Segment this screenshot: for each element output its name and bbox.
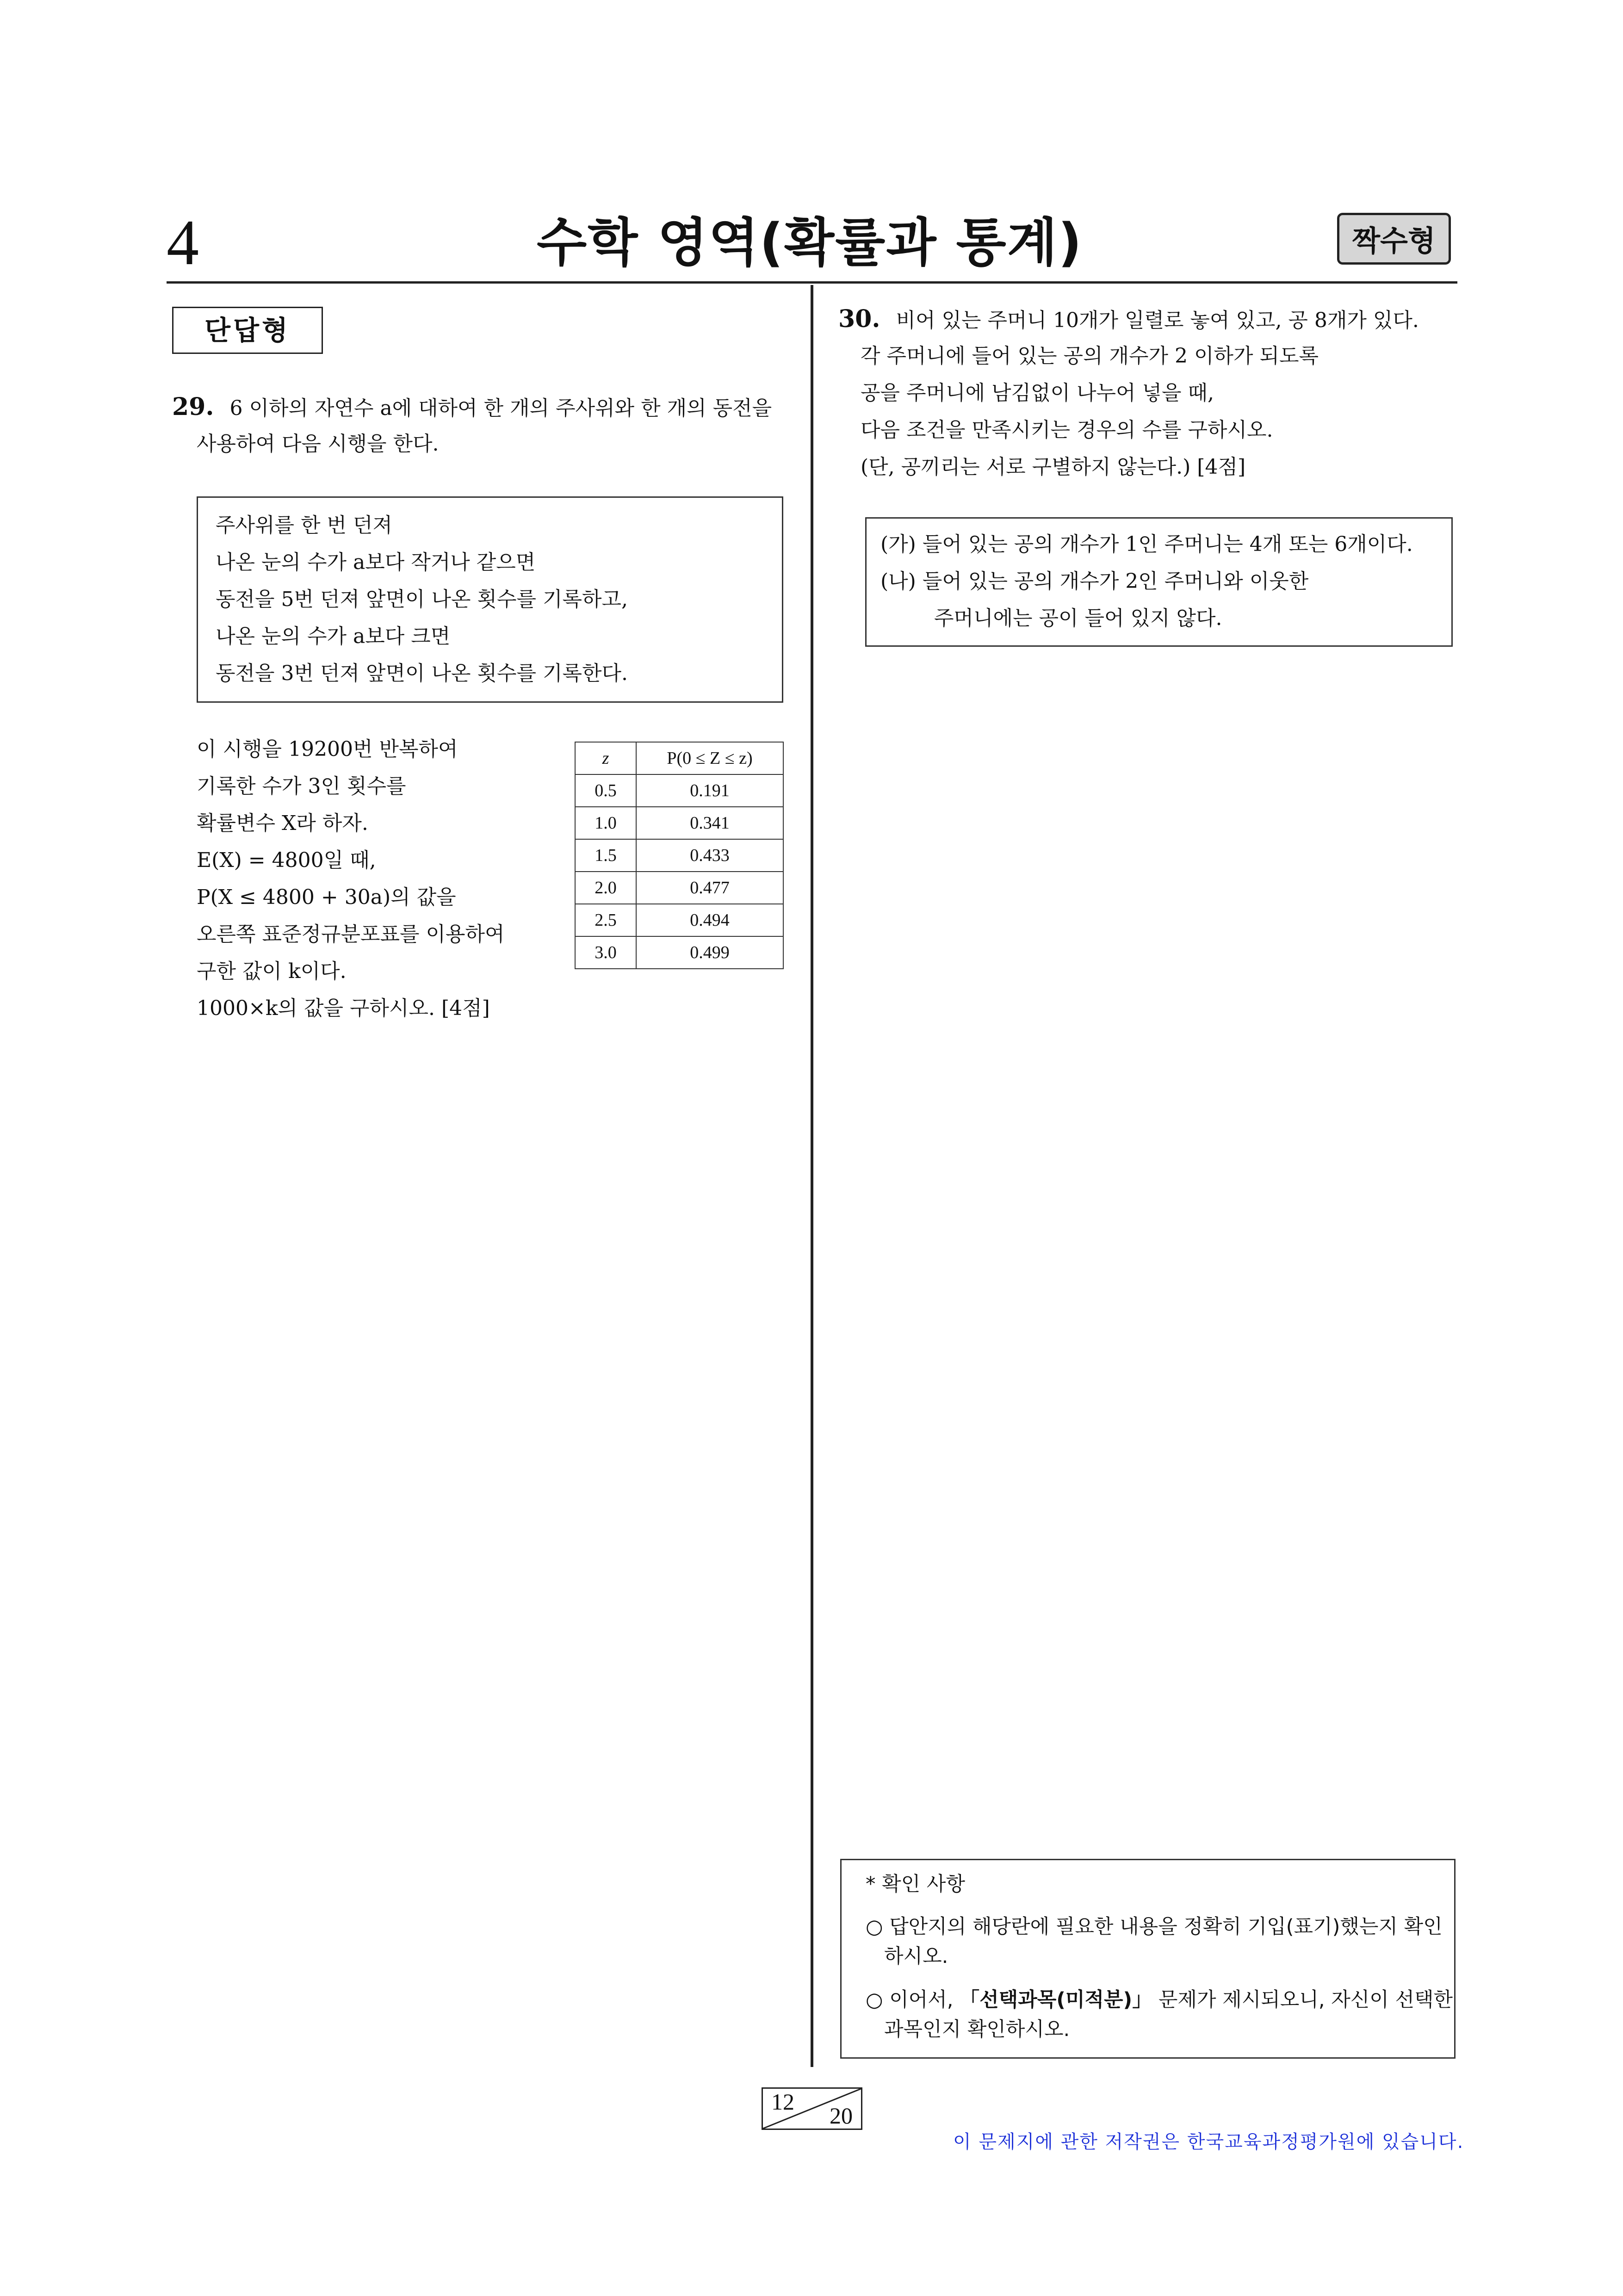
table-cell-prob: 0.499 (636, 936, 783, 969)
question-29-body-line-1: 이 시행을 19200번 반복하여 (197, 737, 458, 761)
table-row (575, 807, 783, 839)
copyright-notice: 이 문제지에 관한 저작권은 한국교육과정평가원에 있습니다. (953, 2131, 1464, 2153)
question-30-stem-line-3: 공을 주머니에 남김없이 나누어 넣을 때, (861, 381, 1214, 405)
question-29-body-line-7: 구한 값이 k이다. (197, 959, 347, 983)
procedure-line-3: 동전을 5번 던져 앞면이 나온 횟수를 기록하고, (216, 588, 628, 611)
question-30-stem-line-5: (단, 공끼리는 서로 구별하지 않는다.) [4점] (861, 455, 1246, 479)
question-29-procedure-box (197, 496, 783, 703)
standard-normal-table (575, 742, 784, 969)
table-cell-prob: 0.341 (636, 807, 783, 839)
question-30-stem-line-4: 다음 조건을 만족시키는 경우의 수를 구하시오. (861, 418, 1273, 442)
condition-a: (가) 들어 있는 공의 개수가 1인 주머니는 4개 또는 6개이다. (880, 532, 1413, 556)
question-29-number: 29. (172, 393, 214, 421)
table-cell-z: 1.5 (575, 839, 636, 872)
question-30-number: 30. (838, 305, 880, 333)
question-29-stem-text-1: 6 이하의 자연수 a에 대하여 한 개의 주사위와 한 개의 동전을 (229, 396, 772, 420)
table-row (575, 904, 783, 936)
question-29-body-line-5: P(X ≤ 4800 + 30a)의 값을 (197, 885, 456, 909)
question-29-body-line-2: 기록한 수가 3인 횟수를 (197, 774, 406, 798)
question-29-body-line-4: E(X) = 4800일 때, (197, 848, 376, 872)
section-label: 단답형 (172, 307, 323, 354)
condition-b-line-1: (나) 들어 있는 공의 개수가 2인 주머니와 이웃한 (880, 569, 1309, 593)
page-current: 12 (771, 2089, 794, 2115)
table-cell-prob: 0.433 (636, 839, 783, 872)
notice-item-2-line-2: 과목인지 확인하시오. (884, 2018, 1070, 2041)
table-cell-prob: 0.477 (636, 872, 783, 904)
notice-item-1-line-2: 하시오. (884, 1945, 948, 1968)
notice-item-2-subject: 「선택과목(미적분)」 (960, 1988, 1152, 2011)
table-cell-z: 3.0 (575, 936, 636, 969)
notice-item-2-suffix: 문제가 제시되오니, 자신이 선택한 (1152, 1988, 1453, 2011)
question-30-conditions-box (865, 517, 1453, 647)
question-29-body-line-6: 오른쪽 표준정규분포표를 이용하여 (197, 922, 505, 946)
procedure-line-1: 주사위를 한 번 던져 (216, 514, 392, 537)
procedure-line-2: 나온 눈의 수가 a보다 작거나 같으면 (216, 551, 536, 574)
question-29-body-line-3: 확률변수 X라 하자. (197, 811, 368, 835)
table-cell-z: 0.5 (575, 774, 636, 807)
exam-type-badge: 짝수형 (1337, 213, 1451, 265)
procedure-line-5: 동전을 3번 던져 앞면이 나온 횟수를 기록한다. (216, 662, 628, 685)
table-cell-z: 1.0 (575, 807, 636, 839)
notice-item-2-prefix: ○ 이어서, (866, 1988, 960, 2011)
table-header-z: z (575, 742, 636, 774)
question-29-stem-line-1 (172, 389, 772, 427)
notice-heading: * 확인 사항 (866, 1873, 965, 1896)
notice-item-1-line-1: ○ 답안지의 해당란에 필요한 내용을 정확히 기입(표기)했는지 확인 (866, 1915, 1443, 1938)
table-row (575, 936, 783, 969)
footer-page-counter (762, 2087, 862, 2130)
header-rule (167, 281, 1457, 284)
question-30-stem-line-1 (838, 301, 1419, 339)
procedure-line-4: 나온 눈의 수가 a보다 크면 (216, 625, 451, 648)
table-header-row (575, 742, 783, 774)
notice-item-2-line-1 (866, 1985, 1453, 2015)
table-cell-prob: 0.494 (636, 904, 783, 936)
table-cell-z: 2.5 (575, 904, 636, 936)
question-29-body-line-8: 1000×k의 값을 구하시오. [4점] (197, 996, 490, 1020)
table-header-prob: P(0 ≤ Z ≤ z) (636, 742, 783, 774)
table-cell-prob: 0.191 (636, 774, 783, 807)
notice-box (840, 1859, 1456, 2059)
condition-b-line-2: 주머니에는 공이 들어 있지 않다. (934, 606, 1222, 630)
table-row (575, 872, 783, 904)
column-divider (811, 285, 813, 2067)
question-30-stem-text-1: 비어 있는 주머니 10개가 일렬로 놓여 있고, 공 8개가 있다. (896, 309, 1419, 332)
question-30-stem-line-2: 각 주머니에 들어 있는 공의 개수가 2 이하가 되도록 (861, 344, 1319, 368)
page-title: 수학 영역(확률과 통계) (537, 213, 1083, 273)
table-cell-z: 2.0 (575, 872, 636, 904)
page-total: 20 (830, 2103, 853, 2129)
table-row (575, 774, 783, 807)
table-row (575, 839, 783, 872)
page-number: 4 (167, 207, 199, 278)
question-29-stem-line-2: 사용하여 다음 시행을 한다. (197, 432, 439, 456)
